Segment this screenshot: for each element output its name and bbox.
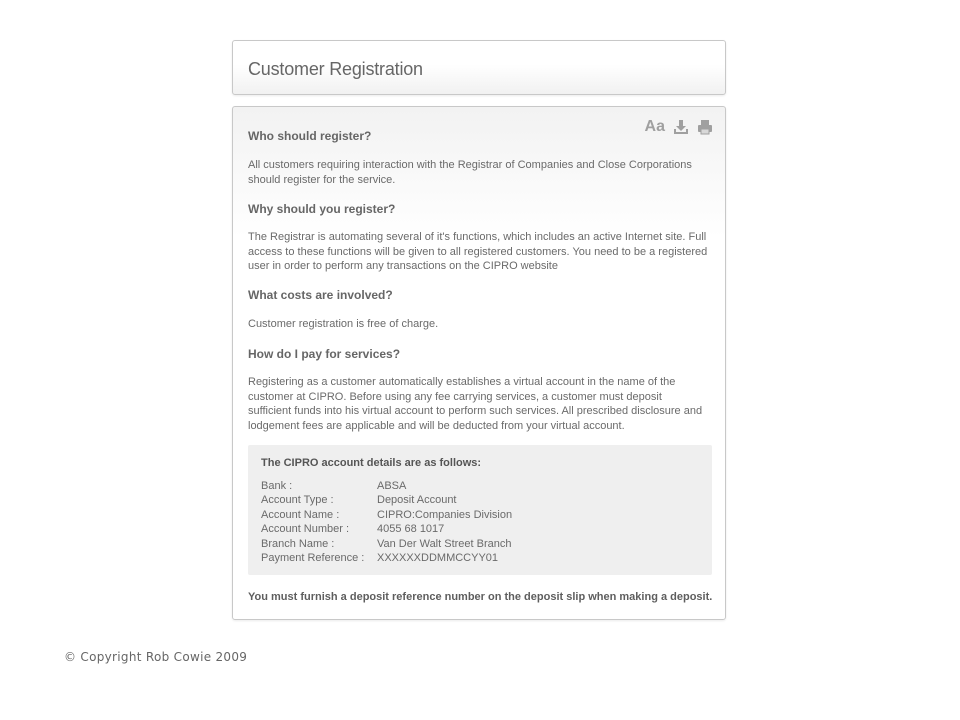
content-panel: [232, 106, 726, 620]
table-row: [261, 479, 512, 493]
account-label: Account Type :: [261, 494, 334, 507]
account-value: CIPRO:Companies Division: [377, 508, 513, 521]
table-row: [261, 537, 512, 551]
toolbar: [645, 117, 713, 137]
copyright-footer: © Copyright Rob Cowie 2009: [64, 650, 248, 664]
account-label: Account Number :: [261, 523, 350, 536]
print-icon[interactable]: [697, 119, 713, 135]
table-row: [261, 493, 512, 507]
section-heading: What costs are involved?: [248, 288, 393, 302]
download-icon[interactable]: [673, 119, 689, 135]
section-text: Customer registration is free of charge.: [248, 318, 439, 330]
account-value: ABSA: [377, 480, 407, 492]
account-label: Bank :: [261, 480, 293, 492]
account-details-box: [248, 445, 712, 575]
table-row: [261, 551, 512, 565]
account-label: Branch Name :: [261, 537, 335, 550]
account-value: Deposit Account: [377, 494, 457, 507]
page-title: Customer Registration: [248, 59, 423, 79]
section-text: All customers requiring interaction with the Registrar of Companies and Close Corporations should register for the service.: [248, 159, 692, 186]
account-value: 4055 68 1017: [377, 523, 445, 536]
title-panel: [232, 40, 726, 95]
table-row: [261, 522, 512, 536]
section-heading: How do I pay for services?: [248, 347, 401, 361]
account-details-table: [261, 479, 512, 565]
account-label: Account Name :: [261, 508, 340, 521]
account-details-heading: The CIPRO account details are as follows:: [261, 457, 482, 469]
account-value: XXXXXXDDMMCCYY01: [377, 552, 499, 565]
table-row: [261, 508, 512, 522]
font-size-button[interactable]: Aa: [644, 118, 665, 135]
section-heading: Who should register?: [248, 129, 372, 143]
section-text: Registering as a customer automatically establishes a virtual account in the name of the customer at CIPRO. Before using any fee carrying services, a customer must deposit sufficient funds into his virtual account to perform such services. All prescribed disclosure and lodgement fees are applicable and will be deducted from your virtual account.: [248, 376, 703, 432]
account-label: Payment Reference :: [261, 552, 365, 565]
account-value: Van Der Walt Street Branch: [377, 537, 512, 550]
section-heading: Why should you register?: [248, 202, 396, 216]
section-text: The Registrar is automating several of it's functions, which includes an active Internet site. Full access to these functions will be given to all registered customers. You need to be a registered user in order to perform any transactions on the CIPRO website: [248, 231, 708, 272]
deposit-note: You must furnish a deposit reference number on the deposit slip when making a deposit.: [248, 591, 713, 603]
